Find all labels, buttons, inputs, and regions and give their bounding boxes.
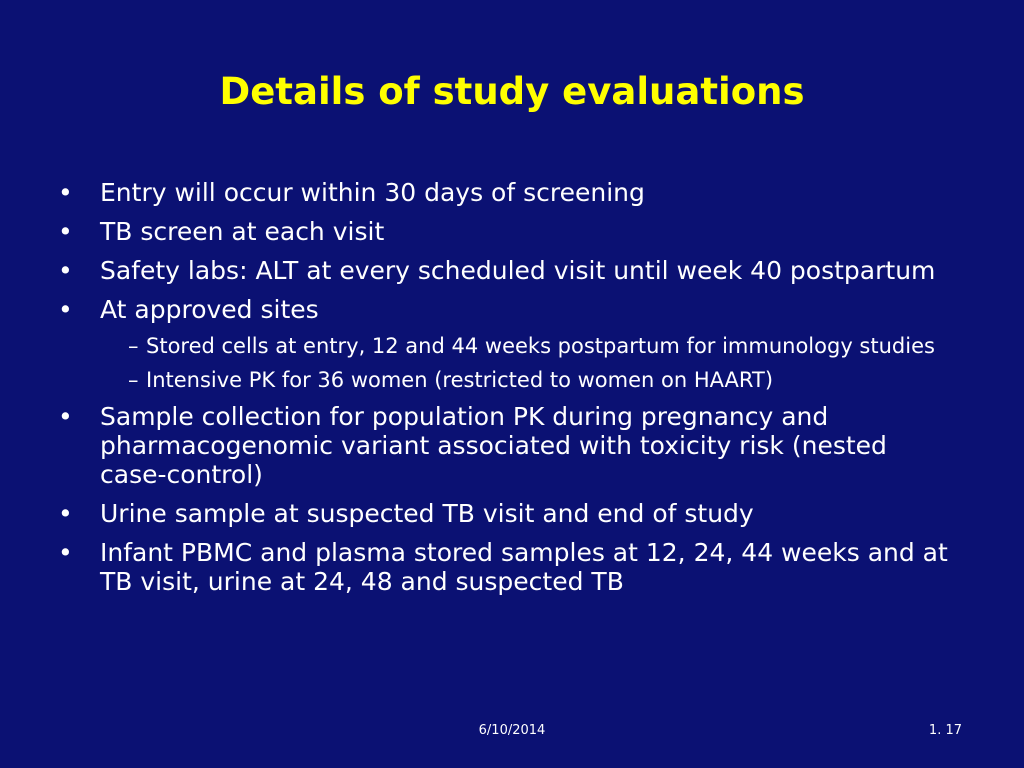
bullet-list [58, 178, 958, 606]
sub-bullet-marker: – [128, 368, 139, 392]
bullet-marker: • [58, 217, 73, 246]
bullet-text: Sample collection for population PK during pregnancy and pharmacogenomic variant associated with toxicity risk (nested case-control) [100, 402, 887, 489]
bullet-marker: • [58, 402, 73, 431]
footer-date: 6/10/2014 [478, 723, 546, 738]
bullet-item [58, 295, 958, 324]
bullet-text: At approved sites [100, 295, 319, 324]
bullet-item [58, 538, 958, 596]
bullet-text: TB screen at each visit [100, 217, 385, 246]
bullet-item [58, 499, 958, 528]
bullet-marker: • [58, 499, 73, 528]
bullet-text: Entry will occur within 30 days of screening [100, 178, 645, 207]
sub-bullet-item [128, 334, 958, 358]
bullet-item [58, 178, 958, 207]
sub-bullet-marker: – [128, 334, 139, 358]
sub-bullet-text: Stored cells at entry, 12 and 44 weeks postpartum for immunology studies [146, 334, 935, 358]
bullet-marker: • [58, 538, 73, 567]
sub-bullet-text: Intensive PK for 36 women (restricted to women on HAART) [146, 368, 774, 392]
bullet-text: Infant PBMC and plasma stored samples at 12, 24, 44 weeks and at TB visit, urine at 24, 48 and suspected TB [100, 538, 948, 596]
bullet-marker: • [58, 295, 73, 324]
bullet-item [58, 402, 958, 489]
sub-bullet-item [128, 368, 958, 392]
bullet-text: Urine sample at suspected TB visit and end of study [100, 499, 754, 528]
bullet-marker: • [58, 256, 73, 285]
slide-title: Details of study evaluations [219, 70, 805, 113]
bullet-marker: • [58, 178, 73, 207]
slide-number: 1. 17 [928, 723, 962, 738]
bullet-item [58, 256, 958, 285]
bullet-text: Safety labs: ALT at every scheduled visit until week 40 postpartum [100, 256, 936, 285]
bullet-item [58, 217, 958, 246]
